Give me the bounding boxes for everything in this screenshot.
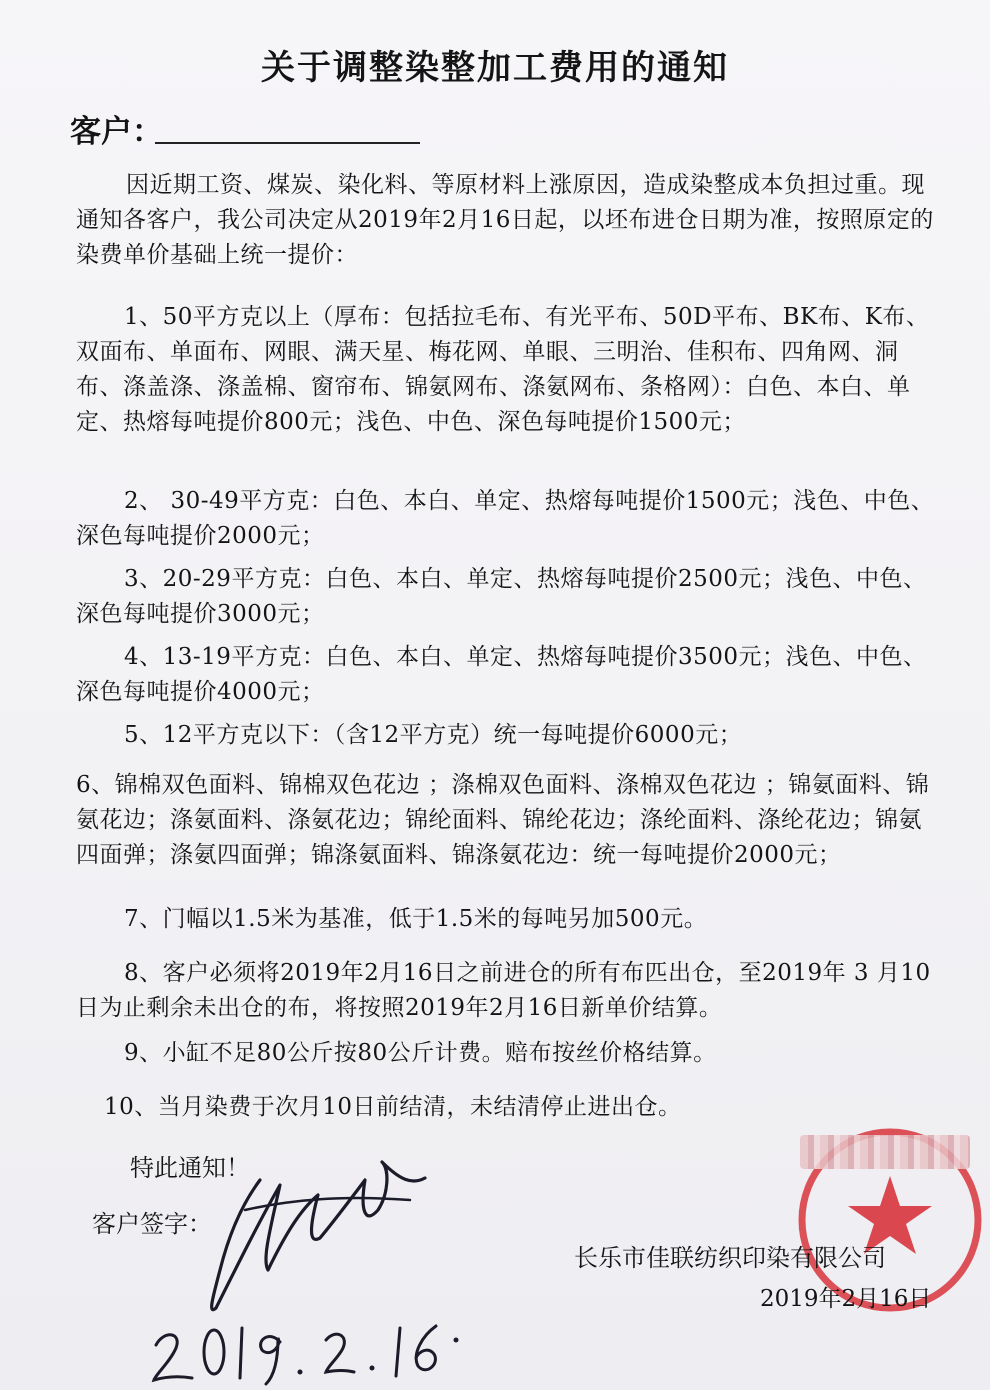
- document-date: 2019年2月16日: [760, 1286, 932, 1312]
- item-8: 8、客户必须将2019年2月16日之前进仓的所有布匹出仓，至2019年 3 月10日为止剩余未出仓的布，将按照2019年2月16日新单价结算。: [76, 960, 931, 1021]
- blurred-stamp-text: [800, 1135, 970, 1169]
- item-7: 7、门幅以1.5米为基准，低于1.5米的每吨另加500元。: [124, 906, 708, 932]
- document-title: 关于调整染整加工费用的通知: [261, 48, 729, 88]
- item-5: 5、12平方克以下：（含12平方克）统一每吨提价6000元；: [124, 722, 743, 748]
- intro-paragraph: 因近期工资、煤炭、染化料、等原材料上涨原因，造成染整成本负担过重。现通知各客户，我公司决定从2019年2月16日起，以坯布进仓日期为准，按照原定的染费单价基础上统一提价：: [76, 172, 934, 268]
- item-3: 3、20-29平方克：白色、本白、单定、热熔每吨提价2500元；浅色、中色、深色每吨提价3000元；: [76, 566, 927, 627]
- signature-label: 客户签字：: [92, 1210, 212, 1238]
- item-2: 2、 30-49平方克：白色、本白、单定、热熔每吨提价1500元；浅色、中色、深色每吨提价2000元；: [76, 488, 935, 549]
- item-10: 10、当月染费于次月10日前结清，未结清停止进出仓。: [104, 1094, 682, 1120]
- item-6: 6、锦棉双色面料、锦棉双色花边 ；涤棉双色面料、涤棉双色花边 ；锦氨面料、锦氨花边；涤氨面料、涤氨花边；锦纶面料、锦纶花边；涤纶面料、涤纶花边；锦氨四面弹；涤氨四面弹；锦涤氨面料、锦涤氨花边：统一每吨提价2000元；: [76, 772, 930, 868]
- item-1: 1、50平方克以上（厚布：包括拉毛布、有光平布、50D平布、BK布、K布、双面布、单面布、网眼、满天星、梅花网、单眼、三明治、佳积布、四角网、洞布、涤盖涤、涤盖棉、窗帘布、锦氨网布、涤氨网布、条格网）：白色、本白、单定、热熔每吨提价800元；浅色、中色、深色每吨提价1500元；: [76, 304, 930, 435]
- item-9: 9、小缸不足80公斤按80公斤计费。赔布按丝价格结算。: [124, 1040, 717, 1066]
- item-4: 4、13-19平方克：白色、本白、单定、热熔每吨提价3500元；浅色、中色、深色每吨提价4000元；: [76, 644, 927, 705]
- handwritten-signature: [150, 1140, 530, 1390]
- company-name: 长乐市佳联纺织印染有限公司: [574, 1244, 886, 1272]
- closing-text: 特此通知！: [130, 1154, 250, 1182]
- customer-label: 客户：: [70, 114, 163, 150]
- customer-blank-line: [155, 142, 420, 144]
